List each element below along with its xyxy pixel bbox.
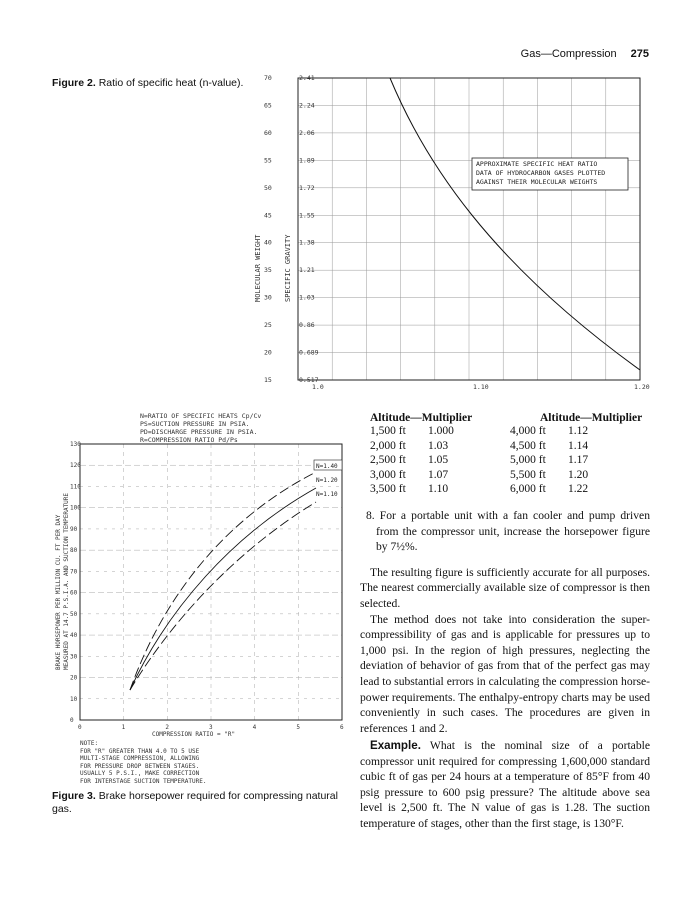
- altitude-table-body: [370, 424, 650, 497]
- figure3-y-tick-label: 90: [70, 525, 78, 533]
- spgravity-tick-label: 1.03: [299, 293, 315, 302]
- altitude-value: 3,500 ft: [370, 483, 406, 495]
- figure2-x-ticks: [312, 383, 650, 391]
- spgravity-tick-label: 1.55: [299, 211, 315, 220]
- altitude-cell: [370, 439, 510, 454]
- figure3-x-tick-label: 5: [296, 724, 300, 731]
- altitude-cell: [370, 468, 510, 483]
- multiplier-value: 1.17: [568, 454, 589, 466]
- spgravity-tick-label: 1.38: [299, 238, 315, 247]
- altitude-cell: [510, 453, 650, 468]
- section-title: Gas—Compression: [520, 48, 617, 60]
- multiplier-value: 1.12: [568, 425, 589, 437]
- figure3-x-tick-label: 0: [78, 724, 82, 731]
- figure2-grid: [298, 78, 640, 380]
- figure3-x-label: COMPRESSION RATIO = "R": [152, 731, 236, 738]
- example-body: What is the nominal size of a portable compressor unit required for compressing 1,600,000 standard cubic ft of gas per 24 hours at a temperature of 85°F from 40 psig pressure to 600 psig pressure? The altitude above sea level is 2,500 ft. The N value of gas is 1.28. The suction temperature of stages, other than the first stage, is 130°F.: [360, 739, 650, 830]
- figure2-legend-line-2: DATA OF HYDROCARBON GASES PLOTTED: [476, 169, 606, 177]
- multiplier-value: 1.000: [428, 425, 454, 437]
- figure3-def-line: PS=SUCTION PRESSURE IN PSIA.: [140, 420, 250, 428]
- multiplier-value: 1.10: [428, 483, 449, 495]
- figure3-label: Figure 3.: [52, 790, 96, 802]
- figure3-note-line: NOTE:: [80, 740, 99, 747]
- figure2-spgravity-label: SPECIFIC GRAVITY: [284, 234, 292, 302]
- figure3-curve-n110: [130, 502, 316, 690]
- altitude-row: [370, 424, 650, 439]
- figure3-y-tick-label: 0: [70, 717, 74, 724]
- example-block: [360, 738, 650, 832]
- figure3-y-tick-label: 20: [70, 674, 78, 682]
- figure2-molweight-label: MOLECULAR WEIGHT: [254, 234, 262, 302]
- figure3-def-line: N=RATIO OF SPECIFIC HEATS Cp/Cv: [140, 412, 262, 420]
- molweight-tick-label: 20: [264, 348, 272, 357]
- molweight-tick-label: 40: [264, 238, 272, 247]
- figure3-y-tick-label: 60: [70, 589, 78, 597]
- molweight-tick-label: 35: [264, 266, 272, 275]
- figure3-y-tick-label: 70: [70, 568, 78, 576]
- figure3-x-tick-label: 2: [165, 724, 169, 731]
- multiplier-value: 1.03: [428, 439, 449, 452]
- figure3-y-tick-label: 120: [70, 462, 81, 470]
- figure2-spgravity-ticks: [299, 74, 319, 384]
- spgravity-tick-label: 1.72: [299, 183, 315, 192]
- molweight-tick-label: 50: [264, 183, 272, 192]
- figure3-note-line: FOR INTERSTAGE SUCTION TEMPERATURE.: [80, 777, 207, 785]
- figure3-note-line: FOR PRESSURE DROP BETWEEN STAGES.: [80, 762, 200, 770]
- figure3-curve-n120: [130, 488, 316, 690]
- figure3-y-tick-label: 110: [70, 483, 81, 491]
- figure3-note-line: USUALLY 5 P.S.I., MAKE CORRECTION: [80, 770, 200, 778]
- figure3-x-tick-label: 4: [252, 724, 257, 731]
- figure2-x-tick-label: 1.20: [634, 383, 650, 391]
- example-paragraph: [360, 738, 650, 832]
- multiplier-value: 1.22: [568, 483, 589, 495]
- figure2-legend-line-1: APPROXIMATE SPECIFIC HEAT RATIO: [476, 160, 598, 168]
- multiplier-value: 1.14: [568, 439, 589, 452]
- spgravity-tick-label: 0.86: [299, 321, 315, 330]
- figure3-y-label-1: BRAKE HORSEPOWER PER MILLION CU. FT PER DAY: [55, 514, 62, 670]
- multiplier-value: 1.05: [428, 454, 449, 466]
- altitude-value: 3,000 ft: [370, 468, 406, 481]
- paragraph-1: The resulting figure is sufficiently accurate for all purposes. The nearest commercially available size of compressor is then selected.: [360, 565, 650, 610]
- figure2-curve: [390, 78, 640, 370]
- altitude-value: 5,500 ft: [510, 468, 546, 481]
- figure3-def-line: R=COMPRESSION RATIO Pd/Ps: [140, 436, 238, 444]
- body-text-upper: [360, 508, 650, 736]
- altitude-header-left: Altitude—Multiplier: [370, 412, 473, 424]
- altitude-value: 2,500 ft: [370, 454, 406, 466]
- altitude-cell: [510, 482, 650, 497]
- multiplier-value: 1.20: [568, 468, 589, 481]
- molweight-tick-label: 45: [264, 211, 272, 220]
- figure3-x-tick-label: 1: [121, 724, 126, 731]
- figure3-y-tick-label: 10: [70, 695, 78, 703]
- spgravity-tick-label: 2.06: [299, 128, 315, 137]
- figure2-chart: [250, 72, 660, 392]
- spgravity-tick-label: 0.517: [299, 376, 319, 384]
- paragraph-2: The method does not take into consideration the super-compressibility of gas and is applicable for pressures up to 1,000 psi. In the region of high pressures, neglecting the deviation of behavior of gas from that of the perfect gas may lead to substantial errors in calculating the compression horse-power requirements. The enthalpy-entropy charts may be used conveniently in such cases. The procedures are given in references 1 and 2.: [360, 612, 650, 735]
- altitude-cell: [510, 424, 650, 439]
- figure3-y-label-2: MEASURED AT 14.7 P.S.I.A. AND SUCTION TEMPERATURE: [63, 492, 70, 670]
- altitude-table: [370, 412, 650, 497]
- altitude-cell: [370, 453, 510, 468]
- molweight-tick-label: 25: [264, 321, 272, 330]
- altitude-value: 5,000 ft: [510, 454, 546, 466]
- altitude-value: 2,000 ft: [370, 439, 406, 452]
- figure3-y-tick-label: 80: [70, 547, 78, 555]
- example-title: Example.: [370, 739, 421, 752]
- altitude-value: 4,000 ft: [510, 425, 546, 437]
- figure3-x-tick-label: 3: [209, 724, 213, 731]
- figure3-note-line: FOR "R" GREATER THAN 4.0 TO 5 USE: [80, 747, 200, 755]
- figure3-chart: [52, 440, 352, 740]
- altitude-cell: [510, 468, 650, 483]
- figure2-caption-text: Ratio of specific heat (n-value).: [98, 77, 244, 89]
- spgravity-tick-label: 1.21: [299, 266, 315, 275]
- figure3-x-ticks: [78, 724, 344, 731]
- altitude-value: 4,500 ft: [510, 439, 546, 452]
- figure3-y-tick-label: 130: [70, 441, 81, 448]
- spgravity-tick-label: 2.24: [299, 101, 315, 110]
- figure3-y-tick-label: 100: [70, 504, 81, 512]
- figure3-x-tick-label: 6: [340, 724, 344, 731]
- altitude-cell: [510, 439, 650, 454]
- molweight-tick-label: 60: [264, 128, 272, 137]
- altitude-table-header: [370, 412, 650, 424]
- altitude-row: [370, 482, 650, 497]
- figure2-x-tick-label: 1.10: [473, 383, 489, 391]
- figure3-note-line: MULTI-STAGE COMPRESSION, ALLOWING: [80, 755, 200, 763]
- figure3-curve-label-n110: N=1.10: [316, 491, 338, 498]
- figure2-legend-line-3: AGAINST THEIR MOLECULAR WEIGHTS: [476, 178, 598, 186]
- page-number: 275: [630, 48, 649, 60]
- figure3-y-tick-label: 30: [70, 653, 78, 661]
- molweight-tick-label: 70: [264, 74, 272, 82]
- molweight-tick-label: 65: [264, 101, 272, 110]
- figure2-x-tick-label: 1.0: [312, 383, 324, 391]
- figure2-label: Figure 2.: [52, 77, 96, 89]
- figure3-caption-text: Brake horsepower required for compressing natural gas.: [52, 790, 338, 815]
- running-header: [521, 48, 649, 60]
- figure3-note: [80, 740, 206, 786]
- figure3-caption: [52, 790, 342, 816]
- molweight-tick-label: 30: [264, 293, 272, 302]
- figure3-curve-label-n140: N=1.40: [316, 463, 338, 470]
- altitude-row: [370, 439, 650, 454]
- item-8: 8. For a portable unit with a fan cooler and pump driven from the compressor unit, increase the horsepower figure by 7½%.: [366, 509, 650, 554]
- altitude-row: [370, 453, 650, 468]
- figure3-def-line: PD=DISCHARGE PRESSURE IN PSIA.: [140, 428, 258, 436]
- spgravity-tick-label: 2.41: [299, 74, 315, 82]
- altitude-header-right: Altitude—Multiplier: [540, 412, 643, 424]
- molweight-tick-label: 15: [264, 376, 272, 384]
- altitude-row: [370, 468, 650, 483]
- figure2-molweight-ticks: [264, 74, 272, 384]
- spgravity-tick-label: 1.89: [299, 156, 315, 165]
- figure3-y-tick-label: 40: [70, 632, 78, 640]
- figure3-y-tick-label: 50: [70, 610, 78, 618]
- figure3-grid: [80, 444, 342, 720]
- figure2-caption: [52, 77, 243, 90]
- altitude-cell: [370, 424, 510, 439]
- altitude-value: 1,500 ft: [370, 425, 406, 437]
- spgravity-tick-label: 0.689: [299, 348, 319, 357]
- figure3-curve-label-n120: N=1.20: [316, 477, 338, 484]
- altitude-cell: [370, 482, 510, 497]
- altitude-value: 6,000 ft: [510, 483, 546, 495]
- multiplier-value: 1.07: [428, 468, 449, 481]
- molweight-tick-label: 55: [264, 156, 272, 165]
